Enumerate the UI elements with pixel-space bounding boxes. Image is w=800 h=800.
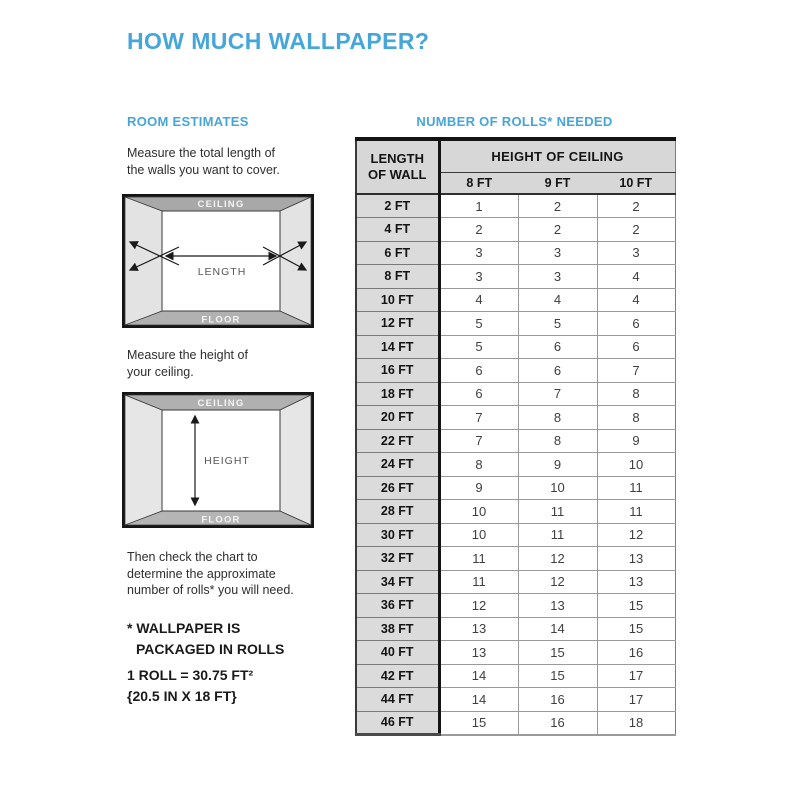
length-measure-label: LENGTH [197, 266, 247, 278]
instruction-chart-line1: Then check the chart to [127, 550, 258, 564]
roll-count-cell: 11 [439, 570, 518, 594]
table-row [356, 218, 675, 242]
instruction-chart-line3: number of rolls* you will need. [127, 583, 294, 597]
table-row [356, 382, 675, 406]
footnote-line1: * WALLPAPER IS [127, 620, 241, 636]
wall-length-cell: 36 FT [356, 594, 439, 618]
roll-count-cell: 5 [439, 312, 518, 336]
wall-length-cell: 4 FT [356, 218, 439, 242]
roll-count-cell: 17 [597, 664, 675, 688]
roll-count-cell: 12 [597, 523, 675, 547]
wall-length-cell: 14 FT [356, 335, 439, 359]
roll-count-cell: 13 [597, 547, 675, 571]
footnote-packaged-in-rolls [127, 618, 284, 659]
roll-size-line1: 1 ROLL = 30.75 FT² [127, 667, 254, 683]
roll-count-cell: 6 [518, 335, 597, 359]
floor-label: FLOOR [201, 514, 241, 526]
roll-count-cell: 6 [597, 312, 675, 336]
table-row [356, 594, 675, 618]
length-of-wall-line2: OF WALL [368, 167, 427, 182]
roll-count-cell: 14 [518, 617, 597, 641]
wall-length-cell: 8 FT [356, 265, 439, 289]
roll-size-line2: {20.5 IN X 18 FT} [127, 687, 237, 704]
wall-length-cell: 22 FT [356, 429, 439, 453]
left-wall-panel [125, 395, 162, 525]
instruction-length-line2: the walls you want to cover. [127, 162, 280, 177]
instruction-chart-line2: determine the approximate [127, 566, 276, 581]
room-length-diagram [122, 194, 314, 328]
roll-count-cell: 2 [597, 218, 675, 242]
roll-count-cell: 10 [518, 476, 597, 500]
wall-length-cell: 12 FT [356, 312, 439, 336]
roll-count-cell: 5 [439, 335, 518, 359]
left-wall-panel [125, 197, 162, 325]
wall-length-cell: 2 FT [356, 194, 439, 218]
roll-count-cell: 3 [597, 241, 675, 265]
rolls-table-body [356, 194, 675, 735]
roll-count-cell: 12 [439, 594, 518, 618]
roll-count-cell: 15 [518, 664, 597, 688]
right-wall-panel [280, 395, 311, 525]
table-row [356, 265, 675, 289]
roll-count-cell: 7 [439, 406, 518, 430]
roll-count-cell: 3 [439, 241, 518, 265]
table-row [356, 500, 675, 524]
roll-count-cell: 6 [518, 359, 597, 383]
roll-count-cell: 9 [439, 476, 518, 500]
right-wall-panel [280, 197, 311, 325]
wall-length-cell: 26 FT [356, 476, 439, 500]
floor-label: FLOOR [201, 314, 241, 326]
roll-count-cell: 11 [518, 523, 597, 547]
room-height-diagram [122, 392, 314, 528]
roll-count-cell: 4 [597, 288, 675, 312]
roll-count-cell: 3 [518, 265, 597, 289]
instruction-length-line1: Measure the total length of [127, 146, 276, 160]
roll-count-cell: 7 [439, 429, 518, 453]
roll-count-cell: 9 [518, 453, 597, 477]
footnote-line2: PACKAGED IN ROLLS [136, 640, 285, 657]
roll-count-cell: 11 [597, 500, 675, 524]
roll-count-cell: 5 [518, 312, 597, 336]
wall-length-cell: 28 FT [356, 500, 439, 524]
ceiling-label: CEILING [197, 398, 245, 409]
wall-length-cell: 44 FT [356, 688, 439, 712]
roll-count-cell: 10 [597, 453, 675, 477]
wall-length-cell: 20 FT [356, 406, 439, 430]
roll-count-cell: 7 [597, 359, 675, 383]
wall-length-cell: 32 FT [356, 547, 439, 571]
instruction-length [127, 145, 280, 178]
roll-count-cell: 13 [597, 570, 675, 594]
roll-count-cell: 8 [597, 406, 675, 430]
table-row [356, 194, 675, 218]
col-header-9ft: 9 FT [518, 172, 597, 194]
wall-length-cell: 24 FT [356, 453, 439, 477]
roll-count-cell: 11 [597, 476, 675, 500]
roll-count-cell: 14 [439, 688, 518, 712]
table-row [356, 241, 675, 265]
table-row [356, 312, 675, 336]
roll-count-cell: 8 [518, 429, 597, 453]
wall-length-cell: 40 FT [356, 641, 439, 665]
roll-count-cell: 7 [518, 382, 597, 406]
roll-count-cell: 16 [518, 711, 597, 735]
wall-length-cell: 18 FT [356, 382, 439, 406]
roll-count-cell: 13 [439, 641, 518, 665]
room-estimates-heading: ROOM ESTIMATES [127, 114, 249, 129]
roll-count-cell: 4 [597, 265, 675, 289]
height-of-ceiling-header: HEIGHT OF CEILING [439, 139, 675, 172]
wall-length-cell: 16 FT [356, 359, 439, 383]
table-row [356, 429, 675, 453]
back-wall-panel [162, 211, 280, 311]
table-row [356, 570, 675, 594]
wall-length-cell: 6 FT [356, 241, 439, 265]
table-row [356, 335, 675, 359]
wall-length-cell: 10 FT [356, 288, 439, 312]
roll-count-cell: 15 [518, 641, 597, 665]
roll-count-cell: 4 [439, 288, 518, 312]
rolls-needed-heading: NUMBER OF ROLLS* NEEDED [416, 114, 613, 129]
page-title: HOW MUCH WALLPAPER? [127, 28, 430, 54]
length-of-wall-header [356, 139, 439, 194]
roll-count-cell: 6 [597, 335, 675, 359]
table-row [356, 406, 675, 430]
instruction-height-line1: Measure the height of [127, 348, 248, 362]
col-header-8ft: 8 FT [439, 172, 518, 194]
roll-count-cell: 3 [518, 241, 597, 265]
roll-count-cell: 15 [439, 711, 518, 735]
roll-count-cell: 18 [597, 711, 675, 735]
instruction-height [127, 347, 248, 380]
length-of-wall-line1: LENGTH [370, 151, 424, 166]
roll-count-cell: 11 [518, 500, 597, 524]
roll-count-cell: 8 [518, 406, 597, 430]
roll-count-cell: 10 [439, 523, 518, 547]
table-row [356, 359, 675, 383]
roll-count-cell: 3 [439, 265, 518, 289]
roll-count-cell: 2 [597, 194, 675, 218]
table-row [356, 664, 675, 688]
roll-count-cell: 14 [439, 664, 518, 688]
table-row [356, 453, 675, 477]
wall-length-cell: 46 FT [356, 711, 439, 735]
col-header-10ft: 10 FT [597, 172, 675, 194]
roll-count-cell: 13 [439, 617, 518, 641]
table-row [356, 476, 675, 500]
roll-count-cell: 11 [439, 547, 518, 571]
wall-length-cell: 34 FT [356, 570, 439, 594]
table-row [356, 523, 675, 547]
roll-count-cell: 8 [597, 382, 675, 406]
wall-length-cell: 42 FT [356, 664, 439, 688]
footnote-roll-size [127, 665, 253, 706]
roll-count-cell: 13 [518, 594, 597, 618]
wall-length-cell: 38 FT [356, 617, 439, 641]
table-row [356, 288, 675, 312]
roll-count-cell: 1 [439, 194, 518, 218]
roll-count-cell: 10 [439, 500, 518, 524]
roll-count-cell: 12 [518, 547, 597, 571]
roll-count-cell: 4 [518, 288, 597, 312]
table-row [356, 711, 675, 735]
height-measure-label: HEIGHT [204, 455, 250, 467]
instruction-height-line2: your ceiling. [127, 364, 194, 379]
wall-length-cell: 30 FT [356, 523, 439, 547]
roll-count-cell: 16 [518, 688, 597, 712]
roll-count-cell: 8 [439, 453, 518, 477]
roll-count-cell: 15 [597, 594, 675, 618]
rolls-needed-table [355, 137, 676, 736]
roll-count-cell: 15 [597, 617, 675, 641]
table-row [356, 641, 675, 665]
roll-count-cell: 12 [518, 570, 597, 594]
table-row [356, 688, 675, 712]
roll-count-cell: 9 [597, 429, 675, 453]
ceiling-label: CEILING [197, 199, 245, 210]
roll-count-cell: 6 [439, 382, 518, 406]
roll-count-cell: 6 [439, 359, 518, 383]
table-row [356, 547, 675, 571]
roll-count-cell: 2 [518, 194, 597, 218]
roll-count-cell: 2 [518, 218, 597, 242]
roll-count-cell: 17 [597, 688, 675, 712]
roll-count-cell: 16 [597, 641, 675, 665]
roll-count-cell: 2 [439, 218, 518, 242]
table-row [356, 617, 675, 641]
instruction-chart [127, 549, 294, 599]
